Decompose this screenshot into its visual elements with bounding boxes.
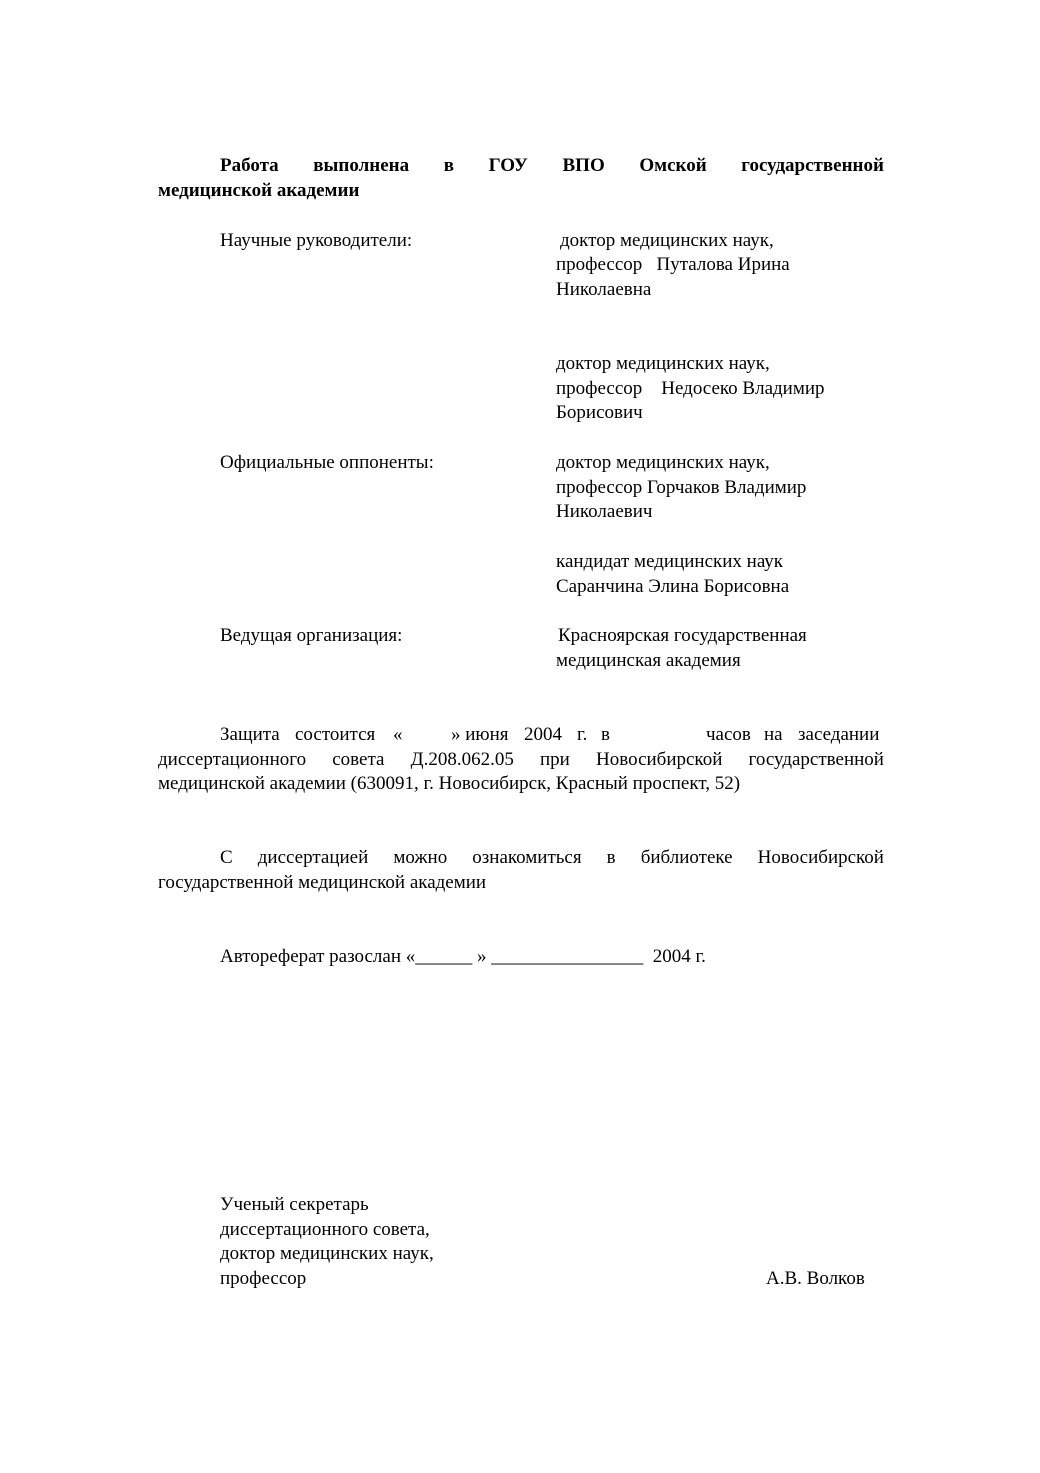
library-word: можно bbox=[393, 847, 448, 868]
supervisor-2-line-1: доктор медицинских наук, bbox=[556, 353, 770, 374]
secretary-line-2: диссертационного совета, bbox=[220, 1219, 430, 1240]
defense-word: Д.208.062.05 bbox=[410, 749, 514, 770]
library-line-1 bbox=[220, 846, 884, 871]
header-word: ГОУ bbox=[488, 155, 528, 176]
opponent-1-line-2: профессор Горчаков Владимир bbox=[556, 477, 807, 498]
supervisor-1-line-3: Николаевна bbox=[556, 279, 652, 300]
defense-word: « bbox=[393, 724, 403, 745]
defense-word: состоится bbox=[295, 724, 376, 745]
opponents-label: Официальные оппоненты: bbox=[220, 452, 434, 473]
mailing-date: Автореферат разослан «______ » ________________ 2004 г. bbox=[220, 946, 706, 967]
supervisor-1-line-1: доктор медицинских наук, bbox=[560, 230, 774, 251]
supervisor-2-line-3: Борисович bbox=[556, 402, 643, 423]
header-word: государственной bbox=[741, 155, 884, 176]
secretary-name: А.В. Волков bbox=[766, 1268, 865, 1289]
header-line-1 bbox=[220, 154, 884, 179]
header-line-2: медицинской академии bbox=[158, 180, 360, 201]
supervisor-2-line-2: профессор Недосеко Владимир bbox=[556, 378, 825, 399]
defense-line-3: медицинской академии (630091, г. Новосибирск, Красный проспект, 52) bbox=[158, 773, 741, 794]
header-word: Работа bbox=[220, 155, 279, 176]
defense-word: на bbox=[764, 724, 783, 745]
library-word: в bbox=[606, 847, 616, 868]
defense-word: 2004 bbox=[524, 724, 562, 745]
defense-word: Защита bbox=[220, 724, 280, 745]
defense-word: г. bbox=[577, 724, 588, 745]
defense-word: » июня bbox=[451, 724, 509, 745]
library-word: библиотеке bbox=[640, 847, 733, 868]
header-word: ВПО bbox=[562, 155, 605, 176]
supervisor-1-line-2: профессор Путалова Ирина bbox=[556, 254, 790, 275]
header-word: в bbox=[443, 155, 454, 176]
defense-word: часов bbox=[706, 724, 751, 745]
leading-org-line-2: медицинская академия bbox=[556, 650, 741, 671]
library-word: ознакомиться bbox=[472, 847, 582, 868]
leading-org-label: Ведущая организация: bbox=[220, 625, 403, 646]
opponent-2-line-1: кандидат медицинских наук bbox=[556, 551, 784, 572]
library-word: диссертацией bbox=[257, 847, 369, 868]
library-word: Новосибирской bbox=[757, 847, 884, 868]
library-line-2: государственной медицинской академии bbox=[158, 872, 487, 893]
defense-line-2 bbox=[158, 748, 884, 773]
defense-word: Новосибирской bbox=[596, 749, 723, 770]
defense-word: в bbox=[601, 724, 610, 745]
defense-word: при bbox=[540, 749, 570, 770]
defense-word: совета bbox=[332, 749, 385, 770]
header-word: Омской bbox=[639, 155, 707, 176]
library-word: С bbox=[220, 847, 233, 868]
secretary-line-4: профессор bbox=[220, 1268, 307, 1289]
defense-line-1 bbox=[220, 723, 884, 748]
defense-word: государственной bbox=[748, 749, 884, 770]
defense-word: диссертационного bbox=[158, 749, 307, 770]
supervisors-label: Научные руководители: bbox=[220, 230, 413, 251]
leading-org-line-1: Красноярская государственная bbox=[558, 625, 807, 646]
secretary-line-1: Ученый секретарь bbox=[220, 1194, 369, 1215]
opponent-1-line-1: доктор медицинских наук, bbox=[556, 452, 770, 473]
header-word: выполнена bbox=[313, 155, 410, 176]
opponent-1-line-3: Николаевич bbox=[556, 501, 653, 522]
opponent-2-line-2: Саранчина Элина Борисовна bbox=[556, 576, 790, 597]
secretary-line-3: доктор медицинских наук, bbox=[220, 1243, 434, 1264]
defense-word: заседании bbox=[798, 724, 880, 745]
